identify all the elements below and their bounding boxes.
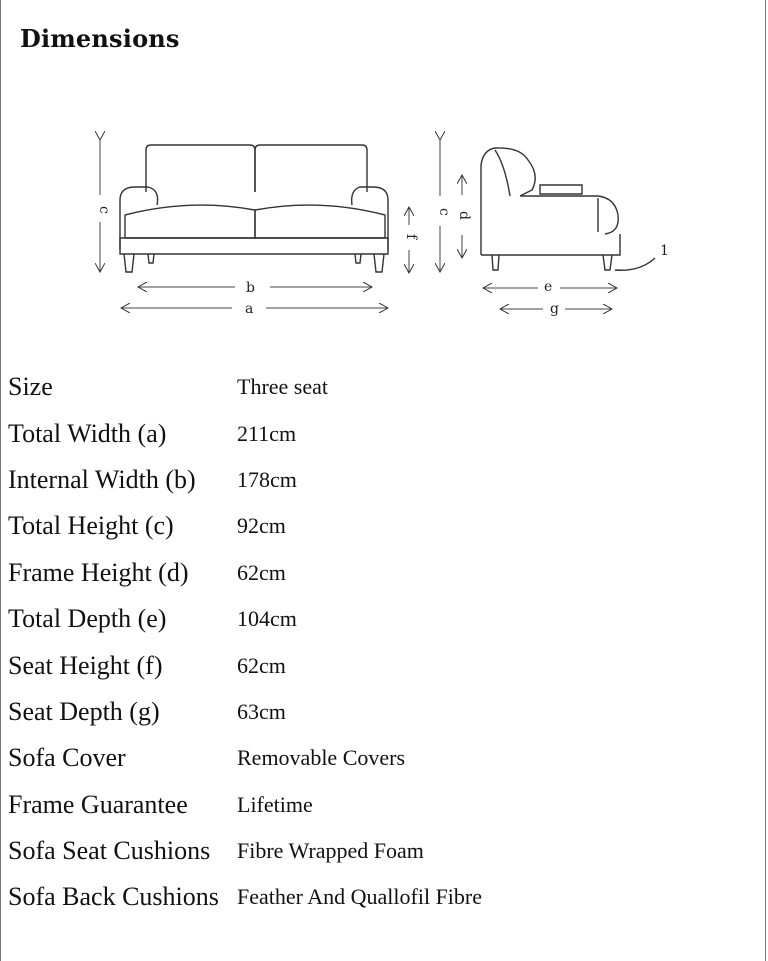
spec-label: Sofa Seat Cushions: [8, 836, 211, 866]
spec-row-back-cushions: [8, 874, 748, 920]
sofa-front-view: [120, 145, 388, 272]
spec-value: 63cm: [237, 698, 286, 724]
spec-value: 211cm: [237, 420, 297, 446]
spec-value: 104cm: [237, 606, 297, 632]
page-title: Dimensions: [20, 24, 180, 53]
spec-row-seat-depth: [8, 689, 748, 735]
label-a: a: [245, 301, 254, 317]
spec-label: Sofa Cover: [8, 743, 126, 773]
label-f: f: [403, 234, 419, 240]
spec-value: 62cm: [237, 652, 286, 678]
spec-row-total-depth: [8, 596, 748, 642]
label-side-c: c: [436, 208, 452, 216]
spec-label: Total Depth (e): [8, 604, 167, 634]
spec-row-seat-cushions: [8, 828, 748, 874]
spec-row-seat-height: [8, 642, 748, 688]
spec-label: Sofa Back Cushions: [8, 882, 219, 912]
spec-row-internal-width: [8, 457, 748, 503]
spec-value: 92cm: [237, 513, 286, 539]
spec-value: 62cm: [237, 559, 286, 585]
spec-value: Feather And Quallofil Fibre: [237, 884, 483, 910]
spec-label: Internal Width (b): [8, 464, 196, 494]
spec-value: Lifetime: [237, 791, 313, 817]
spec-row-size: [8, 364, 748, 410]
spec-label: Total Height (c): [8, 511, 174, 541]
label-front-c: c: [96, 206, 112, 214]
spec-label: Frame Guarantee: [8, 789, 188, 819]
spec-label: Total Width (a): [8, 418, 167, 448]
spec-row-frame-guarantee: [8, 782, 748, 828]
label-1: 1: [660, 243, 669, 259]
spec-row-sofa-cover: [8, 735, 748, 781]
side-dimension-lines: [440, 140, 617, 309]
sofa-side-view: [481, 148, 655, 270]
spec-value: Three seat: [237, 374, 328, 400]
spec-value: Fibre Wrapped Foam: [237, 838, 424, 864]
spec-value: 178cm: [237, 466, 297, 492]
spec-label: Frame Height (d): [8, 557, 189, 587]
spec-row-total-height: [8, 503, 748, 549]
specifications-table: [8, 364, 748, 921]
spec-label: Size: [8, 372, 53, 402]
label-g: g: [550, 301, 559, 317]
label-d: d: [456, 211, 472, 220]
spec-label: Seat Height (f): [8, 650, 163, 680]
spec-value: Removable Covers: [237, 745, 406, 771]
spec-label: Seat Depth (g): [8, 696, 160, 726]
label-e: e: [544, 279, 553, 295]
label-b: b: [246, 280, 255, 296]
spec-row-frame-height: [8, 550, 748, 596]
sofa-dimension-diagram: [0, 130, 768, 330]
spec-row-total-width: [8, 410, 748, 456]
